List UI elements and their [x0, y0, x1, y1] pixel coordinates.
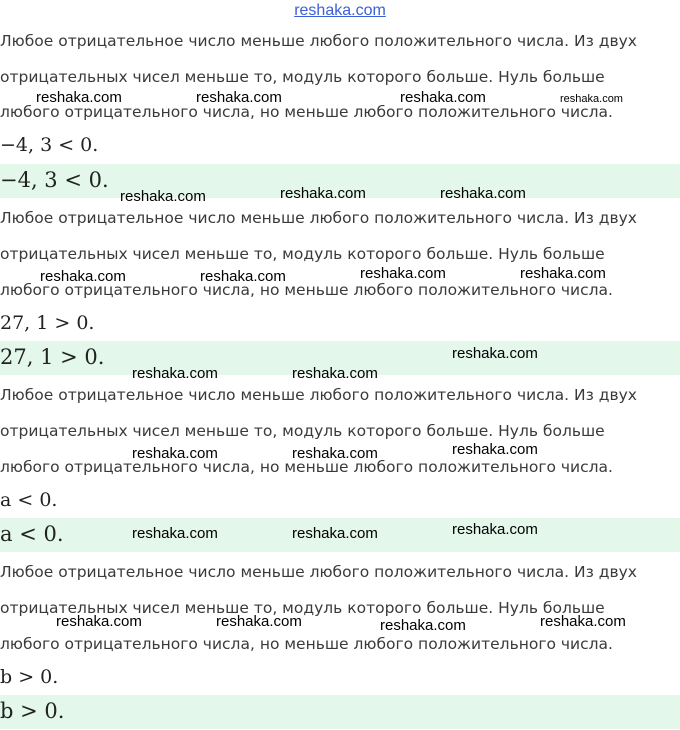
rule-line-1: Любое отрицательное число меньше любого положительного числа. Из двух	[0, 209, 637, 227]
statement-1: −4, 3 < 0.	[0, 134, 99, 156]
statement-3: a < 0.	[0, 489, 58, 511]
watermark-text: reshaka.com	[132, 525, 218, 542]
watermark-text: reshaka.com	[132, 365, 218, 382]
watermark-text: reshaka.com	[36, 89, 122, 106]
rule-line-2: отрицательных чисел меньше то, модуль которого больше. Нуль больше	[0, 422, 605, 440]
watermark-text: reshaka.com	[292, 525, 378, 542]
watermark-text: reshaka.com	[540, 613, 626, 630]
watermark-text: reshaka.com	[292, 445, 378, 462]
watermark-text: reshaka.com	[452, 345, 538, 362]
watermark-text: reshaka.com	[120, 188, 206, 205]
watermark-text: reshaka.com	[360, 265, 446, 282]
rule-line-1: Любое отрицательное число меньше любого положительного числа. Из двух	[0, 386, 637, 404]
statement-2: 27, 1 > 0.	[0, 312, 95, 334]
watermark-text: reshaka.com	[452, 521, 538, 538]
rule-line-2: отрицательных чисел меньше то, модуль которого больше. Нуль больше	[0, 599, 605, 617]
answer-4: b > 0.	[0, 699, 65, 723]
statement-4: b > 0.	[0, 666, 59, 688]
watermark-text: reshaka.com	[380, 617, 466, 634]
watermark-text: reshaka.com	[520, 265, 606, 282]
watermark-text: reshaka.com	[200, 268, 286, 285]
rule-line-3: любого отрицательного числа, но меньше любого положительного числа.	[0, 458, 613, 476]
answer-3: a < 0.	[0, 522, 64, 546]
answer-1: −4, 3 < 0.	[0, 168, 109, 192]
watermark-text: reshaka.com	[280, 185, 366, 202]
watermark-text: reshaka.com	[56, 613, 142, 630]
answer-band-4	[0, 695, 680, 729]
watermark-text: reshaka.com	[440, 185, 526, 202]
watermark-text: reshaka.com	[132, 445, 218, 462]
rule-line-3: любого отрицательного числа, но меньше любого положительного числа.	[0, 281, 613, 299]
answer-2: 27, 1 > 0.	[0, 345, 105, 369]
watermark-text: reshaka.com	[40, 268, 126, 285]
rule-line-3: любого отрицательного числа, но меньше любого положительного числа.	[0, 103, 613, 121]
rule-line-1: Любое отрицательное число меньше любого положительного числа. Из двух	[0, 563, 637, 581]
watermark-text: reshaka.com	[400, 89, 486, 106]
watermark-text: reshaka.com	[560, 93, 623, 105]
rule-line-2: отрицательных чисел меньше то, модуль которого больше. Нуль больше	[0, 245, 605, 263]
rule-line-2: отрицательных чисел меньше то, модуль которого больше. Нуль больше	[0, 68, 605, 86]
watermark-text: reshaka.com	[292, 365, 378, 382]
rule-line-3: любого отрицательного числа, но меньше любого положительного числа.	[0, 635, 613, 653]
watermark-text: reshaka.com	[216, 613, 302, 630]
rule-line-1: Любое отрицательное число меньше любого положительного числа. Из двух	[0, 32, 637, 50]
watermark-text: reshaka.com	[196, 89, 282, 106]
watermark-text: reshaka.com	[452, 441, 538, 458]
site-header-link[interactable]: reshaka.com	[294, 2, 386, 19]
